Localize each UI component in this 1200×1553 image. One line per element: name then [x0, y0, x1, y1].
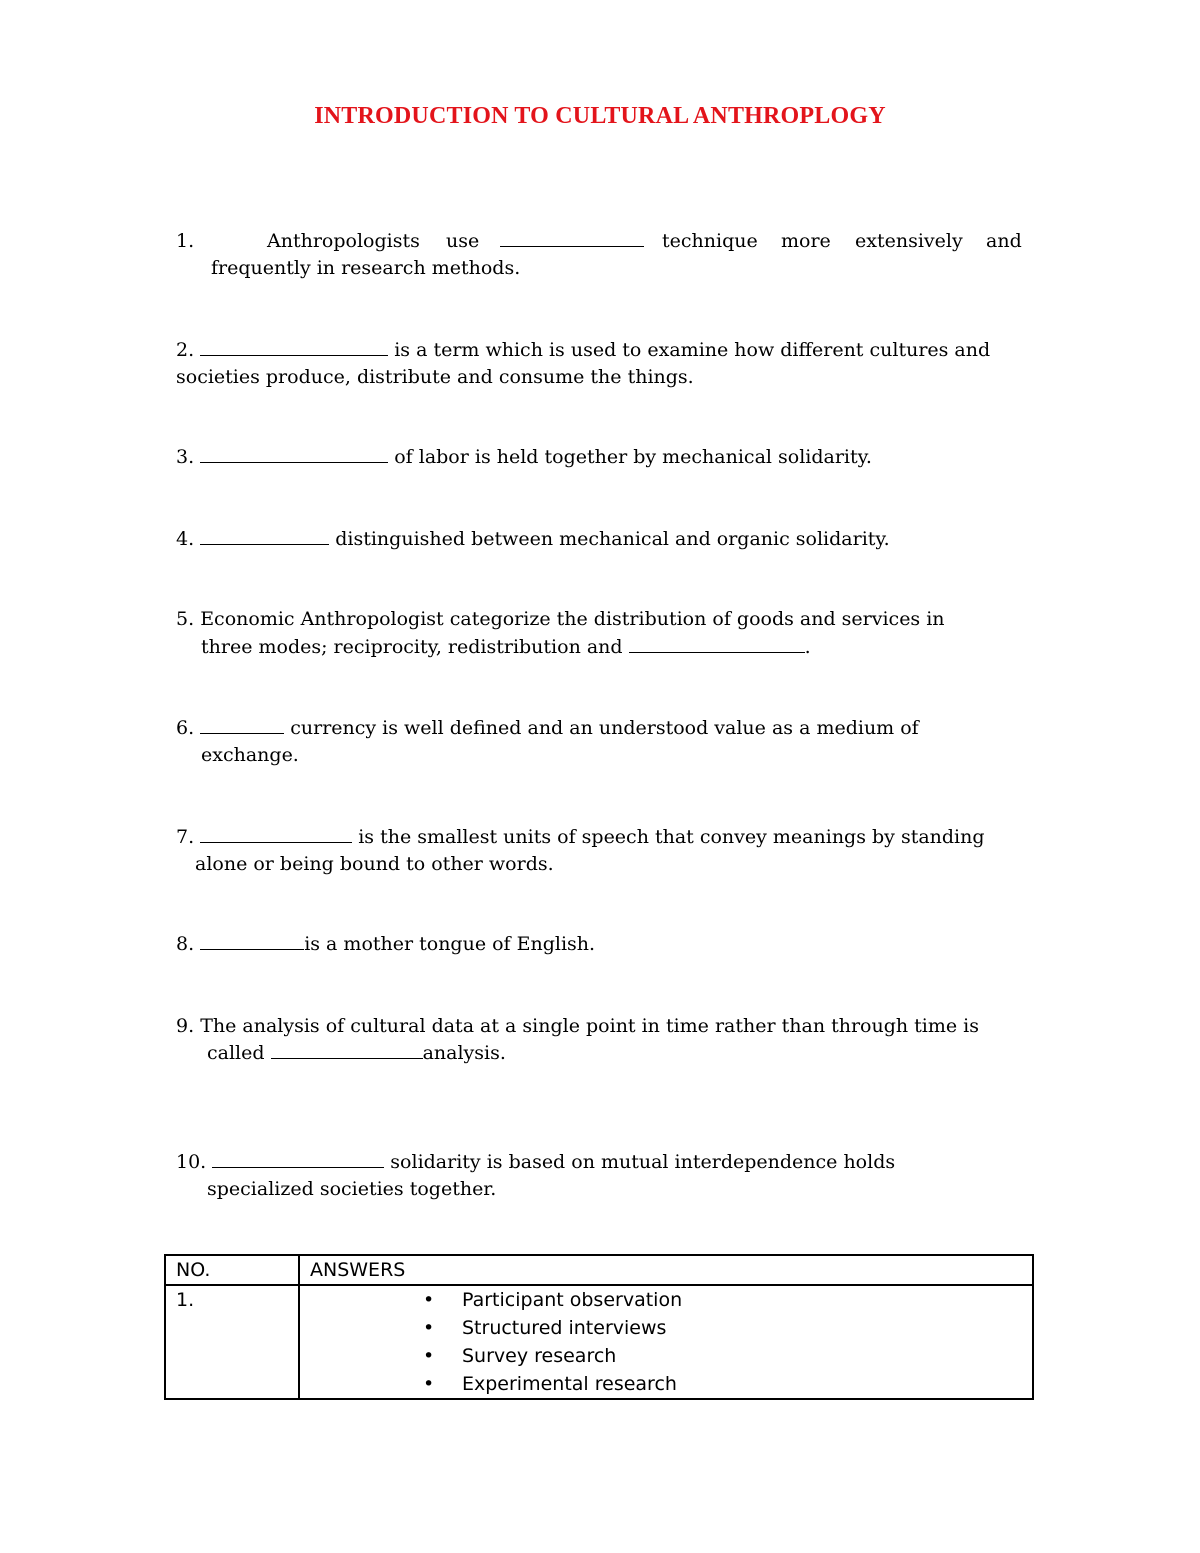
question-7-line-2: alone or being bound to other words. [195, 853, 554, 875]
question-5-line-2 [201, 634, 811, 661]
list-item [310, 1342, 1032, 1370]
table-header-row [165, 1255, 1033, 1285]
question-number: 10. [176, 1151, 207, 1173]
question-text: is a mother tongue of English. [304, 933, 596, 955]
question-text: three modes; reciprocity, redistribution and [201, 636, 629, 658]
question-text: is a term which is used to examine how different cultures and [388, 339, 991, 361]
question-text: use [446, 230, 480, 252]
answer-blank[interactable] [200, 931, 304, 950]
question-2 [176, 337, 990, 364]
question-text: Anthropologists [267, 230, 420, 252]
question-number: 3. [176, 446, 195, 468]
question-text: extensively [855, 230, 963, 252]
table-row [165, 1285, 1033, 1399]
answer-blank[interactable] [200, 444, 388, 463]
document-title: INTRODUCTION TO CULTURAL ANTHROPLOGY [314, 103, 886, 129]
question-number: 7. [176, 826, 195, 848]
answer-blank[interactable] [212, 1149, 384, 1168]
answer-list [310, 1286, 1032, 1398]
question-text: solidarity is based on mutual interdependence holds [384, 1151, 896, 1173]
answer-item: Participant observation [462, 1289, 683, 1311]
question-text: more [781, 230, 831, 252]
question-2-line-2: societies produce, distribute and consume the things. [176, 366, 694, 388]
table-header-answers: ANSWERS [299, 1255, 1033, 1285]
question-text: currency is well defined and an understood value as a medium of [284, 717, 919, 739]
answer-blank[interactable] [629, 634, 805, 653]
question-7 [176, 824, 985, 851]
question-3 [176, 444, 872, 471]
list-item [310, 1370, 1032, 1398]
question-number: 6. [176, 717, 195, 739]
answer-blank[interactable] [500, 228, 644, 255]
question-4 [176, 526, 890, 553]
question-5 [176, 606, 945, 633]
question-text: technique [662, 230, 758, 252]
question-text: and [986, 230, 1022, 252]
question-text: frequently in research methods. [211, 257, 521, 279]
table-cell-answers [299, 1285, 1033, 1399]
answer-item: Experimental research [462, 1373, 677, 1395]
answer-blank[interactable] [200, 715, 284, 734]
answer-blank[interactable] [200, 526, 329, 545]
bullet-icon: • [423, 1317, 435, 1339]
table-cell-no: 1. [165, 1285, 299, 1399]
answer-blank[interactable] [200, 824, 352, 843]
question-number: 1. [176, 230, 195, 252]
table-header-no: NO. [165, 1255, 299, 1285]
question-text: The analysis of cultural data at a single point in time rather than through time is [200, 1015, 980, 1037]
answer-item: Structured interviews [462, 1317, 667, 1339]
question-number: 9. [176, 1015, 195, 1037]
question-8 [176, 931, 595, 958]
question-number: 5. [176, 608, 195, 630]
question-number: 4. [176, 528, 195, 550]
question-text: of labor is held together by mechanical solidarity. [388, 446, 872, 468]
list-item [310, 1286, 1032, 1314]
question-text: Economic Anthropologist categorize the distribution of goods and services in [200, 608, 945, 630]
question-text: . [804, 636, 811, 658]
question-text: is the smallest units of speech that convey meanings by standing [352, 826, 985, 848]
question-10 [176, 1149, 895, 1176]
bullet-icon: • [423, 1289, 435, 1311]
answer-blank[interactable] [271, 1040, 423, 1059]
question-6-line-2: exchange. [201, 744, 299, 766]
question-9-line-2 [207, 1040, 506, 1067]
answer-blank[interactable] [200, 337, 388, 356]
question-number: 2. [176, 339, 195, 361]
question-10-line-2: specialized societies together. [207, 1178, 497, 1200]
question-text: distinguished between mechanical and organic solidarity. [329, 528, 890, 550]
answer-item: Survey research [462, 1345, 617, 1367]
question-6 [176, 715, 919, 742]
question-text: called [207, 1042, 271, 1064]
question-9 [176, 1013, 979, 1040]
question-text: analysis. [422, 1042, 506, 1064]
bullet-icon: • [423, 1373, 435, 1395]
question-number: 8. [176, 933, 195, 955]
list-item [310, 1314, 1032, 1342]
answers-table [164, 1254, 1034, 1400]
bullet-icon: • [423, 1345, 435, 1367]
